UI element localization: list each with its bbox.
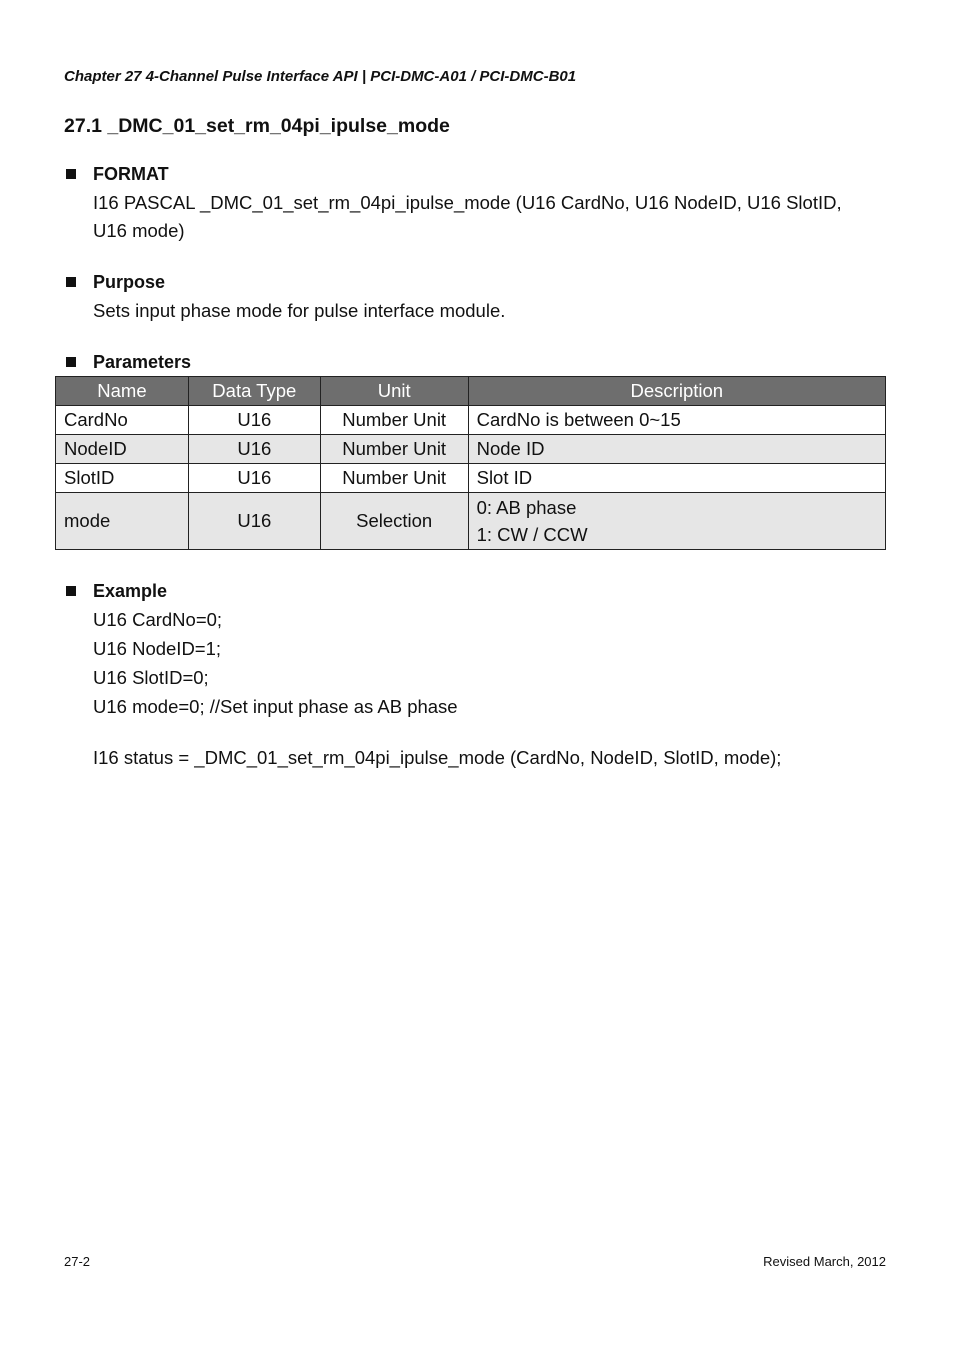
chapter-header: Chapter 27 4-Channel Pulse Interface API | PCI-DMC-A01 / PCI-DMC-B01 [64, 68, 577, 85]
format-line-1: I16 PASCAL _DMC_01_set_rm_04pi_ipulse_mode (U16 CardNo, U16 NodeID, U16 SlotID, [93, 192, 842, 213]
revision-date: Revised March, 2012 [763, 1254, 886, 1269]
purpose-heading: Purpose [93, 272, 166, 292]
section-title: 27.1 _DMC_01_set_rm_04pi_ipulse_mode [64, 115, 450, 137]
bullet-square-icon [66, 277, 76, 287]
example-heading: Example [93, 581, 168, 601]
param-unit: Number Unit [320, 406, 468, 435]
param-name: mode [56, 493, 189, 550]
table-row [56, 464, 886, 493]
table-row [56, 493, 886, 550]
bullet-square-icon [66, 169, 76, 179]
param-type: U16 [188, 493, 320, 550]
column-header: Unit [320, 377, 468, 406]
example-line: U16 CardNo=0; [93, 609, 223, 630]
param-name: SlotID [56, 464, 189, 493]
param-description: Node ID [468, 435, 885, 464]
param-description: Slot ID [468, 464, 885, 493]
table-row [56, 406, 886, 435]
parameters-heading: Parameters [93, 352, 192, 372]
table-header-row [56, 377, 886, 406]
param-type: U16 [188, 464, 320, 493]
bullet-square-icon [66, 357, 76, 367]
page-number: 27-2 [64, 1254, 91, 1269]
format-heading: FORMAT [93, 164, 169, 184]
param-description [468, 493, 885, 550]
purpose-text: Sets input phase mode for pulse interface module. [93, 300, 506, 321]
param-unit: Number Unit [320, 435, 468, 464]
example-line: U16 mode=0; //Set input phase as AB phase [93, 696, 458, 717]
description-line: 1: CW / CCW [476, 524, 588, 545]
example-call: I16 status = _DMC_01_set_rm_04pi_ipulse_mode (CardNo, NodeID, SlotID, mode); [93, 747, 782, 768]
param-name: CardNo [56, 406, 189, 435]
description-line: 0: AB phase [476, 497, 577, 518]
param-type: U16 [188, 406, 320, 435]
param-unit: Selection [320, 493, 468, 550]
parameters-table [55, 376, 886, 550]
table-row [56, 435, 886, 464]
column-header: Description [468, 377, 885, 406]
column-header: Name [56, 377, 189, 406]
example-line: U16 SlotID=0; [93, 667, 209, 688]
bullet-square-icon [66, 586, 76, 596]
example-line: U16 NodeID=1; [93, 638, 222, 659]
format-line-2: U16 mode) [93, 220, 185, 241]
param-unit: Number Unit [320, 464, 468, 493]
param-type: U16 [188, 435, 320, 464]
param-description: CardNo is between 0~15 [468, 406, 885, 435]
param-name: NodeID [56, 435, 189, 464]
column-header: Data Type [188, 377, 320, 406]
